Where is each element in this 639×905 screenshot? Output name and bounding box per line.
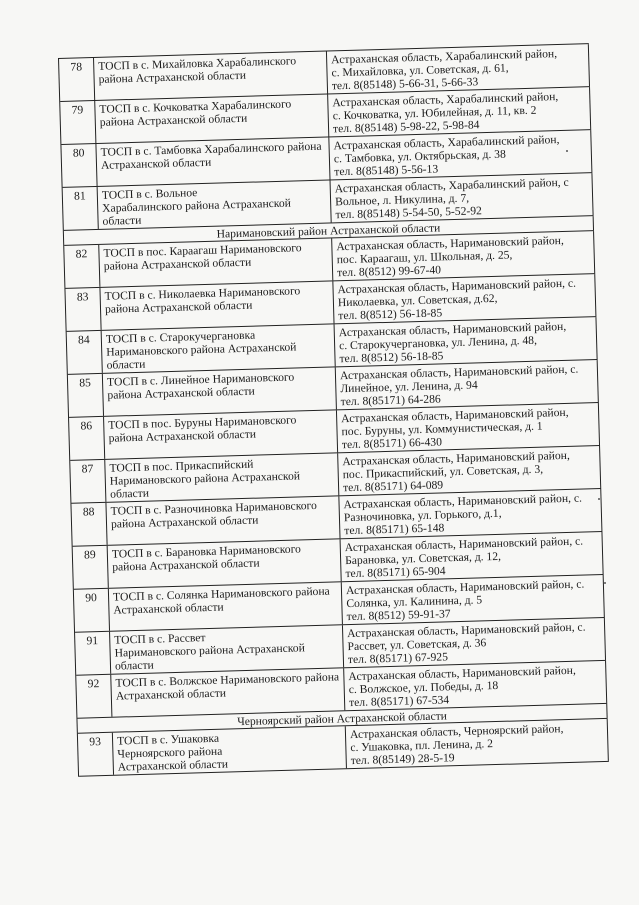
row-number: 81 <box>63 187 99 230</box>
row-number: 91 <box>75 632 111 675</box>
office-address: Астраханская область, Наримановский район, пос. Буруны, ул. Коммунистическая, д. 1 тел. 8(85171) 66-430 <box>337 403 600 452</box>
section-header-chernoyar: Черноярский район Астраханской области <box>77 704 607 733</box>
office-name: ТОСП в с. Солянка Наримановского района Астраханской области <box>109 582 343 630</box>
row-number: 83 <box>65 288 101 331</box>
office-name: ТОСП в с. Тамбовка Харабалинского района Астраханской области <box>96 137 330 185</box>
row-number: 79 <box>60 101 96 144</box>
row-number: 85 <box>68 374 104 417</box>
office-name: ТОСП в с. Рассвет Наримановского района Астраханской области <box>110 625 344 673</box>
office-name: ТОСП в с. Кочковатка Харабалинского района Астраханской области <box>95 94 329 142</box>
row-number: 88 <box>71 503 107 546</box>
scan-speck <box>598 498 600 500</box>
office-address: Астраханская область, Харабалинский район, с Вольное, л. Никулина, д. 7, тел. 8(85148) 5-54-50, 5-52-92 <box>331 173 594 222</box>
office-address: Астраханская область, Наримановский район, с. Волжское, ул. Победы, д. 18 тел. 8(85171) 67-534 <box>344 661 607 710</box>
section-header-narimanov: Наримановский район Астраханской области <box>64 216 594 245</box>
row-number: 87 <box>70 460 106 503</box>
scan-speck <box>604 582 606 584</box>
row-number: 84 <box>67 331 103 374</box>
office-address: Астраханская область, Харабалинский район, с. Тамбовка, ул. Октябрьская, д. 38 тел. 8(85148) 5-56-13 <box>329 130 592 179</box>
office-address: Астраханская область, Наримановский район, пос. Караагаш, ул. Школьная, д. 25, тел. 8(8512) 99-67-40 <box>332 231 595 280</box>
office-name: ТОСП в пос. Караагаш Наримановского района Астраханской области <box>99 238 333 286</box>
office-name: ТОСП в с. Разночиновка Наримановского района Астраханской области <box>106 496 340 544</box>
office-name: ТОСП в с. Волжское Наримановского района Астраханской области <box>111 668 345 716</box>
row-number: 93 <box>78 733 114 776</box>
office-address: Астраханская область, Наримановский район, пос. Прикаспийский, ул. Советская, д. 3, тел. 8(85171) 64-089 <box>338 446 601 495</box>
office-name: ТОСП в пос. Буруны Наримановского района Астраханской области <box>104 410 338 458</box>
row-number: 80 <box>61 144 97 187</box>
office-name: ТОСП в с. Михайловка Харабалинского района Астраханской области <box>94 51 328 99</box>
office-address: Астраханская область, Наримановский район, с. Старокучергановка, ул. Ленина, д. 48, тел. 8(8512) 56-18-85 <box>335 317 598 366</box>
row-number: 82 <box>64 245 100 288</box>
office-name: ТОСП в с. Николаевка Наримановского района Астраханской области <box>100 281 334 329</box>
row-number: 78 <box>59 58 95 101</box>
office-address: Астраханская область, Наримановский район, с. Разночиновка, ул. Горького, д.1, тел. 8(85171) 65-148 <box>339 489 602 538</box>
office-name: ТОСП в пос. Прикаспийский Наримановского района Астраханской области <box>105 453 339 501</box>
office-name: ТОСП в с. Линейное Наримановского района Астраханской области <box>103 367 337 415</box>
office-name: ТОСП в с. Барановка Наримановского района Астраханской области <box>108 539 342 587</box>
office-name: ТОСП в с. Ушаковка Черноярского района Астраханской области <box>113 726 347 774</box>
office-address: Астраханская область, Наримановский район, с. Линейное, ул. Ленина, д. 94 тел. 8(85171) 64-286 <box>336 360 599 409</box>
office-name: ТОСП в с. Вольное Харабалинского района Астраханской области <box>98 180 332 228</box>
office-address: Астраханская область, Харабалинский район, с. Михайловка, ул. Советская, д. 61, тел. 8(85148) 5-66-31, 5-66-33 <box>327 44 590 93</box>
offices-table <box>58 43 609 777</box>
scan-speck <box>566 150 568 152</box>
office-address: Астраханская область, Черноярский район, с. Ушаковка, пл. Ленина, д. 2 тел. 8(85149) 28-5-19 <box>346 719 609 768</box>
office-address: Астраханская область, Наримановский район, с. Рассвет, ул. Советская, д. 36 тел. 8(85171) 67-925 <box>343 618 606 667</box>
row-number: 86 <box>69 417 105 460</box>
office-address: Астраханская область, Наримановский район, с. Николаевка, ул. Советская, д.62, тел. 8(8512) 56-18-85 <box>333 274 596 323</box>
office-name: ТОСП в с. Старокучергановка Наримановского района Астраханской области <box>102 324 336 372</box>
office-address: Астраханская область, Наримановский район, с. Барановка, ул. Советская, д. 12, тел. 8(85171) 65-904 <box>341 532 604 581</box>
row-number: 89 <box>73 546 109 589</box>
office-address: Астраханская область, Харабалинский район, с. Кочковатка, ул. Юбилейная, д. 11, кв. 2 тел. 8(85148) 5-98-22, 5-98-84 <box>328 87 591 136</box>
row-number: 92 <box>76 675 112 718</box>
row-number: 90 <box>74 589 110 632</box>
office-address: Астраханская область, Наримановский район, с. Солянка, ул. Калинина, д. 5 тел. 8(8512) 59-91-37 <box>342 575 605 624</box>
